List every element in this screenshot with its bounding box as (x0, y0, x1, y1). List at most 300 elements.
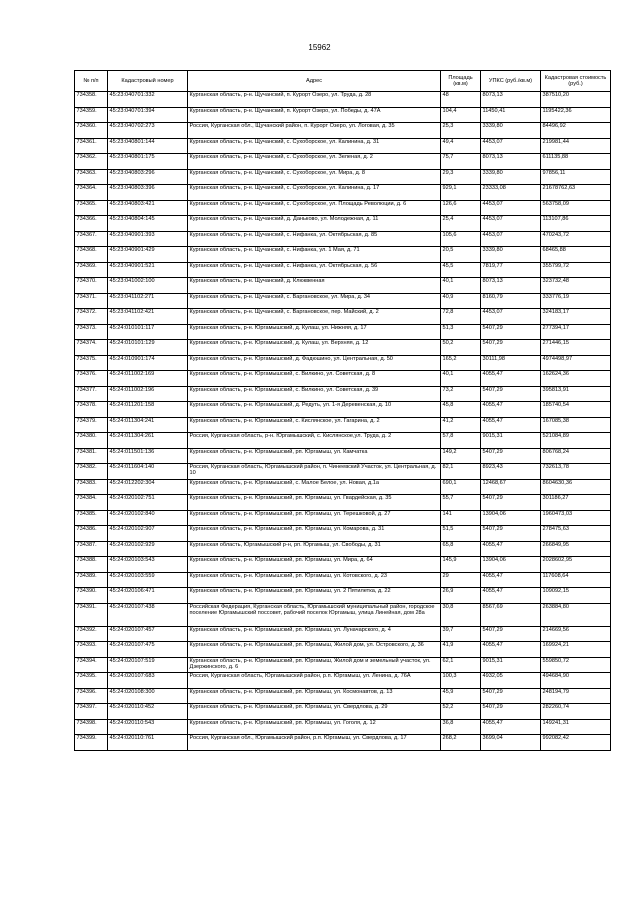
cell-cadastral-number: 45:24:020107:475 (108, 642, 188, 658)
cell-area: 41,9 (441, 642, 481, 658)
cell-address: Россия, Курганская область, Юргамышский район, п. Чинеевский Участок, ул. Центральная, д. 10 (188, 464, 441, 480)
cell-num: 734376. (75, 371, 108, 387)
cell-address: Курганская область, р-н. Щучанский, с. Сухоборское, ул. Зеленая, д. 2 (188, 154, 441, 170)
cell-upks: 4453,07 (481, 309, 541, 325)
cell-area: 50,2 (441, 340, 481, 356)
cell-cadastral-cost: 1195422,36 (541, 107, 611, 123)
cell-cadastral-number: 45:24:020107:438 (108, 603, 188, 626)
cell-upks: 12468,67 (481, 479, 541, 495)
cell-address: Курганская область, р-н. Юргамышский, рп. Юргамыш, Жилой дом, ул. Островского, д. 36 (188, 642, 441, 658)
table-row (75, 107, 611, 123)
cell-cadastral-cost: 248194,79 (541, 688, 611, 704)
cell-cadastral-number: 45:24:010101:129 (108, 340, 188, 356)
cell-address: Курганская область, р-н. Юргамышский, рп. Юргамыш, Жилой дом и земельный участок, ул. Дзержинского, д. 6 (188, 657, 441, 673)
cell-upks: 4932,05 (481, 673, 541, 689)
cell-upks: 4055,47 (481, 417, 541, 433)
cell-area: 145,9 (441, 557, 481, 573)
cell-address: Курганская область, р-н. Юргамышский, рп. Юргамыш, ул. Луначарского, д. 4 (188, 626, 441, 642)
cell-area: 51,3 (441, 324, 481, 340)
cell-address: Курганская область, р-н. Юргамышский, д. Редуть, ул. 1-я Деревенская, д. 10 (188, 402, 441, 418)
table-row (75, 557, 611, 573)
cell-upks: 4055,47 (481, 588, 541, 604)
cell-cadastral-number: 45:23:041102:421 (108, 309, 188, 325)
table-row (75, 371, 611, 387)
cell-cadastral-cost: 278475,63 (541, 526, 611, 542)
table-row (75, 572, 611, 588)
table-row (75, 402, 611, 418)
table-row (75, 355, 611, 371)
cell-num: 734398. (75, 719, 108, 735)
cell-cadastral-number: 45:24:020107:683 (108, 673, 188, 689)
cell-area: 100,3 (441, 673, 481, 689)
cell-upks: 5407,29 (481, 704, 541, 720)
cell-num: 734394. (75, 657, 108, 673)
cell-upks: 4055,47 (481, 402, 541, 418)
table-row (75, 324, 611, 340)
cell-address: Россия, Курганская область, р-н. Юргамышский, с. Кислянское,ул. Труда, д. 2 (188, 433, 441, 449)
cell-area: 51,5 (441, 526, 481, 542)
table-row (75, 603, 611, 626)
cell-cadastral-number: 45:23:040803:421 (108, 200, 188, 216)
cell-num: 734369. (75, 262, 108, 278)
table-row (75, 495, 611, 511)
header-address: Адрес (188, 71, 441, 92)
cell-cadastral-cost: 387510,20 (541, 92, 611, 108)
cell-upks: 4453,07 (481, 138, 541, 154)
cell-cadastral-cost: 494684,90 (541, 673, 611, 689)
cell-num: 734382. (75, 464, 108, 480)
table-row (75, 417, 611, 433)
cell-num: 734368. (75, 247, 108, 263)
cell-cadastral-number: 45:24:020110:543 (108, 719, 188, 735)
cell-cadastral-cost: 732613,78 (541, 464, 611, 480)
cell-num: 734386. (75, 526, 108, 542)
cell-cadastral-number: 45:24:020110:761 (108, 735, 188, 751)
cell-area: 141 (441, 510, 481, 526)
cell-upks: 5407,29 (481, 626, 541, 642)
cell-num: 734380. (75, 433, 108, 449)
cell-address: Курганская область, р-н. Щучанский, с. Нифанка, ул. Октябрьская, д. 85 (188, 231, 441, 247)
cell-area: 39,7 (441, 626, 481, 642)
cell-area: 30,8 (441, 603, 481, 626)
table-row (75, 293, 611, 309)
cell-area: 75,7 (441, 154, 481, 170)
cell-cadastral-number: 45:24:010101:117 (108, 324, 188, 340)
cell-area: 149,2 (441, 448, 481, 464)
cell-area: 40,1 (441, 278, 481, 294)
cell-area: 49,4 (441, 138, 481, 154)
cell-num: 734377. (75, 386, 108, 402)
table-row (75, 479, 611, 495)
table-row (75, 464, 611, 480)
cell-area: 72,8 (441, 309, 481, 325)
cell-area: 25,4 (441, 216, 481, 232)
cell-cadastral-cost: 4974498,97 (541, 355, 611, 371)
cell-cadastral-cost: 117608,64 (541, 572, 611, 588)
cell-cadastral-number: 45:23:040701:332 (108, 92, 188, 108)
cell-address: Россия, Курганская область, Юргамышский район, р.п. Юргамыш, ул. Ленина, д. 76А (188, 673, 441, 689)
cell-cadastral-cost: 266849,95 (541, 541, 611, 557)
cell-area: 73,2 (441, 386, 481, 402)
cell-cadastral-number: 45:24:011201:158 (108, 402, 188, 418)
cell-cadastral-cost: 323732,48 (541, 278, 611, 294)
cell-cadastral-cost: 97856,11 (541, 169, 611, 185)
cell-cadastral-number: 45:24:012202:304 (108, 479, 188, 495)
cell-address: Курганская область, р-н. Юргамышский, рп. Юргамыш, ул. Комарова, д. 31 (188, 526, 441, 542)
header-upks: УПКС (руб./кв.м) (481, 71, 541, 92)
cadastral-registry-table (74, 70, 611, 751)
table-row (75, 92, 611, 108)
cell-num: 734379. (75, 417, 108, 433)
cell-cadastral-cost: 162624,36 (541, 371, 611, 387)
cell-address: Курганская область, р-н. Юргамышский, с. Малое Белое, ул. Новая, д.1а (188, 479, 441, 495)
cell-cadastral-cost: 113107,86 (541, 216, 611, 232)
cell-address: Курганская область, р-н. Юргамышский, рп. Юргамыш, ул. Мира, д. 64 (188, 557, 441, 573)
cell-address: Курганская область, р-н. Щучанский, с. Нифанка, ул. 1 Мая, д. 71 (188, 247, 441, 263)
cell-area: 55,7 (441, 495, 481, 511)
table-row (75, 309, 611, 325)
cell-address: Курганская область, р-н. Юргамышский, д. Кулаш, ул. Нижняя, д. 17 (188, 324, 441, 340)
cell-num: 734399. (75, 735, 108, 751)
cell-num: 734359. (75, 107, 108, 123)
cell-upks: 4055,47 (481, 642, 541, 658)
cell-area: 40,9 (441, 293, 481, 309)
cell-cadastral-number: 45:24:020106:471 (108, 588, 188, 604)
cell-area: 52,2 (441, 704, 481, 720)
cell-address: Курганская область, р-н. Щучанский, с. Сухоборское, ул. Мира, д. 8 (188, 169, 441, 185)
table-row (75, 510, 611, 526)
cell-upks: 5407,29 (481, 324, 541, 340)
cell-cadastral-number: 45:23:040803:396 (108, 185, 188, 201)
cell-area: 65,8 (441, 541, 481, 557)
cell-upks: 3339,80 (481, 169, 541, 185)
cell-num: 734389. (75, 572, 108, 588)
cell-cadastral-number: 45:24:020102:751 (108, 495, 188, 511)
cell-address: Курганская область, р-н. Юргамышский, рп. Юргамыш, ул. Гоголя, д. 12 (188, 719, 441, 735)
cell-area: 690,1 (441, 479, 481, 495)
cell-upks: 3699,04 (481, 735, 541, 751)
cell-cadastral-cost: 470243,72 (541, 231, 611, 247)
page-number: 15962 (308, 43, 331, 52)
cell-address: Курганская область, р-н. Юргамышский, рп. Юргамыш, ул. Гвардейская, д. 35 (188, 495, 441, 511)
table-header-row (75, 71, 611, 92)
cell-upks: 8073,13 (481, 278, 541, 294)
cell-num: 734383. (75, 479, 108, 495)
cell-upks: 3339,80 (481, 247, 541, 263)
cell-num: 734397. (75, 704, 108, 720)
cell-cadastral-number: 45:24:020102:929 (108, 541, 188, 557)
cell-cadastral-cost: 806768,24 (541, 448, 611, 464)
cell-cadastral-number: 45:24:020108:300 (108, 688, 188, 704)
cell-cadastral-number: 45:23:040901:393 (108, 231, 188, 247)
cell-cadastral-number: 45:24:020107:457 (108, 626, 188, 642)
header-cadastral-cost: Кадастровая стоимость (руб.) (541, 71, 611, 92)
cell-area: 25,3 (441, 123, 481, 139)
cell-area: 48 (441, 92, 481, 108)
cell-cadastral-cost: 109092,15 (541, 588, 611, 604)
table-row (75, 200, 611, 216)
cell-area: 40,1 (441, 371, 481, 387)
cell-area: 57,8 (441, 433, 481, 449)
cell-area: 29,3 (441, 169, 481, 185)
cell-cadastral-cost: 169924,21 (541, 642, 611, 658)
cell-cadastral-cost: 214669,56 (541, 626, 611, 642)
cell-cadastral-cost: 282260,74 (541, 704, 611, 720)
cell-area: 929,1 (441, 185, 481, 201)
table-row (75, 657, 611, 673)
table-row (75, 278, 611, 294)
cell-num: 734378. (75, 402, 108, 418)
cell-cadastral-cost: 355799,72 (541, 262, 611, 278)
cell-cadastral-cost: 992082,42 (541, 735, 611, 751)
cell-upks: 5407,29 (481, 495, 541, 511)
cell-cadastral-cost: 84496,92 (541, 123, 611, 139)
cell-upks: 4453,07 (481, 200, 541, 216)
cell-area: 165,2 (441, 355, 481, 371)
cell-upks: 5407,29 (481, 526, 541, 542)
cell-cadastral-cost: 277394,17 (541, 324, 611, 340)
cell-address: Курганская область, р-н. Юргамышский, д. Фадюшино, ул. Центральная, д. 50 (188, 355, 441, 371)
cell-cadastral-number: 45:23:041002:100 (108, 278, 188, 294)
cell-address: Курганская область, р-н. Щучанский, с. Сухоборское, ул. Площадь Революции, д. 6 (188, 200, 441, 216)
cell-cadastral-number: 45:24:011501:136 (108, 448, 188, 464)
cell-cadastral-cost: 301186,27 (541, 495, 611, 511)
cell-address: Курганская область, р-н. Щучанский, д. Клюквенная (188, 278, 441, 294)
table-body (75, 92, 611, 751)
table-row (75, 123, 611, 139)
table-row (75, 735, 611, 751)
table-row (75, 185, 611, 201)
cell-address: Курганская область, р-н. Юргамышский, д. Кулаш, ул. Верхняя, д. 12 (188, 340, 441, 356)
table-row (75, 704, 611, 720)
cell-upks: 4055,47 (481, 572, 541, 588)
cell-upks: 23333,08 (481, 185, 541, 201)
cell-address: Россия, Курганская обл., Щучанский район, п. Курорт Озеро, ул. Логовая, д. 35 (188, 123, 441, 139)
cell-cadastral-cost: 2028602,95 (541, 557, 611, 573)
cell-address: Курганская область, р-н. Щучанский, с. Варгановское, пер. Майский, д. 2 (188, 309, 441, 325)
cell-cadastral-cost: 167085,38 (541, 417, 611, 433)
table-row (75, 386, 611, 402)
cell-address: Курганская область, р-н. Юргамышский, с. Вилкино, ул. Советская, д. 8 (188, 371, 441, 387)
cell-cadastral-number: 45:23:040702:273 (108, 123, 188, 139)
cell-area: 36,8 (441, 719, 481, 735)
cell-area: 45,5 (441, 262, 481, 278)
cell-num: 734372. (75, 309, 108, 325)
cell-num: 734363. (75, 169, 108, 185)
cell-cadastral-cost: 185740,54 (541, 402, 611, 418)
cell-upks: 8567,69 (481, 603, 541, 626)
cell-num: 734362. (75, 154, 108, 170)
cell-area: 41,2 (441, 417, 481, 433)
cell-num: 734367. (75, 231, 108, 247)
cell-num: 734384. (75, 495, 108, 511)
table-row (75, 247, 611, 263)
table-row (75, 216, 611, 232)
cell-upks: 4055,47 (481, 541, 541, 557)
cell-address: Россия, Курганская обл., Юргамышский район, р.п. Юргамыш, ул. Свердлова, д. 17 (188, 735, 441, 751)
cell-num: 734375. (75, 355, 108, 371)
table-row (75, 526, 611, 542)
cell-cadastral-cost: 1960473,03 (541, 510, 611, 526)
cell-cadastral-cost: 559850,72 (541, 657, 611, 673)
cell-area: 45,8 (441, 402, 481, 418)
cell-num: 734381. (75, 448, 108, 464)
cell-cadastral-number: 45:24:011304:261 (108, 433, 188, 449)
cell-cadastral-cost: 395813,91 (541, 386, 611, 402)
cell-cadastral-number: 45:23:040801:144 (108, 138, 188, 154)
cell-area: 45,9 (441, 688, 481, 704)
cell-cadastral-number: 45:24:010901:174 (108, 355, 188, 371)
cell-address: Курганская область, р-н. Щучанский, д. Даньково, ул. Молодежная, д. 11 (188, 216, 441, 232)
table-row (75, 231, 611, 247)
cell-cadastral-cost: 68465,88 (541, 247, 611, 263)
table-row (75, 541, 611, 557)
cell-num: 734361. (75, 138, 108, 154)
cell-cadastral-cost: 263884,80 (541, 603, 611, 626)
cell-upks: 3339,80 (481, 123, 541, 139)
cell-upks: 13904,06 (481, 510, 541, 526)
header-cadastral-number: Кадастровый номер (108, 71, 188, 92)
cell-cadastral-number: 45:23:040801:175 (108, 154, 188, 170)
cell-cadastral-number: 45:24:020102:840 (108, 510, 188, 526)
cell-upks: 30111,98 (481, 355, 541, 371)
cell-cadastral-number: 45:24:011002:196 (108, 386, 188, 402)
cell-num: 734365. (75, 200, 108, 216)
cell-address: Курганская область, р-н. Юргамышский, рп. Юргамыш, ул. Котовского, д. 23 (188, 572, 441, 588)
cell-cadastral-number: 45:23:041102:271 (108, 293, 188, 309)
cell-upks: 4453,07 (481, 231, 541, 247)
table-row (75, 448, 611, 464)
table-row (75, 340, 611, 356)
header-area: Площадь (кв.м) (441, 71, 481, 92)
cell-area: 105,6 (441, 231, 481, 247)
table-row (75, 719, 611, 735)
table-row (75, 642, 611, 658)
cell-address: Курганская область, р-н. Юргамышский, рп. Юргамыш, ул. 2 Пятилетка, д. 22 (188, 588, 441, 604)
cell-num: 734395. (75, 673, 108, 689)
cell-address: Российская Федерация, Курганская область, Юргамышский муниципальный район, городское поселение Юргамышский поссовет, рабочий поселок Юргамыш, улица Линейная, дом 28а (188, 603, 441, 626)
cell-area: 268,2 (441, 735, 481, 751)
cell-num: 734392. (75, 626, 108, 642)
cell-num: 734366. (75, 216, 108, 232)
cell-upks: 4055,47 (481, 371, 541, 387)
cell-cadastral-number: 45:24:011002:169 (108, 371, 188, 387)
cell-cadastral-number: 45:24:020103:559 (108, 572, 188, 588)
cell-address: Курганская область, р-н. Юргамышский, с. Кислянское, ул. Гагарина, д. 2 (188, 417, 441, 433)
cell-area: 26,9 (441, 588, 481, 604)
cell-upks: 8160,79 (481, 293, 541, 309)
cell-upks: 11450,41 (481, 107, 541, 123)
cell-address: Курганская область, р-н. Щучанский, п. Курорт Озеро, ул. Победы, д. 47А (188, 107, 441, 123)
cell-cadastral-cost: 611135,88 (541, 154, 611, 170)
cell-cadastral-number: 45:24:020110:452 (108, 704, 188, 720)
cell-address: Курганская область, р-н. Щучанский, с. Сухоборское, ул. Калинина, д. 17 (188, 185, 441, 201)
table-row (75, 138, 611, 154)
cell-address: Курганская область, р-н. Юргамышский, рп. Юргамыш, ул. Свердлова, д. 29 (188, 704, 441, 720)
cell-cadastral-number: 45:23:040804:145 (108, 216, 188, 232)
cell-upks: 5407,29 (481, 688, 541, 704)
cell-address: Курганская область, р-н. Юргамышский, с. Вилкино, ул. Советская, д. 39 (188, 386, 441, 402)
table-row (75, 262, 611, 278)
cell-cadastral-number: 45:23:040803:296 (108, 169, 188, 185)
cell-cadastral-number: 45:23:040901:521 (108, 262, 188, 278)
cell-area: 20,5 (441, 247, 481, 263)
cell-num: 734391. (75, 603, 108, 626)
cell-area: 62,1 (441, 657, 481, 673)
cell-cadastral-number: 45:24:020107:519 (108, 657, 188, 673)
cell-address: Курганская область, р-н. Щучанский, п. Курорт Озеро, ул. Труда, д. 28 (188, 92, 441, 108)
cell-cadastral-cost: 8604630,36 (541, 479, 611, 495)
cell-cadastral-number: 45:24:020102:907 (108, 526, 188, 542)
table-row (75, 626, 611, 642)
cell-address: Курганская область, р-н. Щучанский, с. Нифанка, ул. Октябрьская, д. 56 (188, 262, 441, 278)
cell-address: Курганская область, р-н. Щучанский, с. Варгановское, ул. Мира, д. 34 (188, 293, 441, 309)
cell-upks: 4055,47 (481, 719, 541, 735)
cell-area: 126,6 (441, 200, 481, 216)
cell-num: 734364. (75, 185, 108, 201)
cell-num: 734360. (75, 123, 108, 139)
table-row (75, 673, 611, 689)
cell-upks: 8073,13 (481, 92, 541, 108)
cell-cadastral-number: 45:24:011604:140 (108, 464, 188, 480)
table-row (75, 688, 611, 704)
cell-cadastral-cost: 21678762,63 (541, 185, 611, 201)
cell-area: 82,1 (441, 464, 481, 480)
cell-cadastral-cost: 219981,44 (541, 138, 611, 154)
cell-address: Курганская область, р-н. Юргамышский, рп. Юргамыш, ул. Терешковой, д. 27 (188, 510, 441, 526)
table-row (75, 588, 611, 604)
header-num: № п/п (75, 71, 108, 92)
cell-upks: 5407,29 (481, 340, 541, 356)
cell-num: 734358. (75, 92, 108, 108)
cell-upks: 8923,43 (481, 464, 541, 480)
cell-cadastral-cost: 521084,89 (541, 433, 611, 449)
cell-upks: 9015,31 (481, 433, 541, 449)
cell-area: 104,4 (441, 107, 481, 123)
cell-cadastral-number: 45:24:011304:241 (108, 417, 188, 433)
cell-upks: 7819,77 (481, 262, 541, 278)
cell-address: Курганская область, Юргамышский р-н, рп. Юргамыш, ул. Свободы, д. 31 (188, 541, 441, 557)
cell-cadastral-cost: 563758,09 (541, 200, 611, 216)
cell-num: 734387. (75, 541, 108, 557)
cell-upks: 5407,29 (481, 386, 541, 402)
cell-num: 734396. (75, 688, 108, 704)
cell-cadastral-cost: 149241,31 (541, 719, 611, 735)
cell-cadastral-number: 45:23:040701:394 (108, 107, 188, 123)
cell-address: Курганская область, р-н. Юргамышский, рп. Юргамыш, ул. Космонавтов, д. 13 (188, 688, 441, 704)
cell-cadastral-number: 45:24:020103:543 (108, 557, 188, 573)
cell-address: Курганская область, р-н. Юргамышский, рп. Юргамыш, ул. Камчатка (188, 448, 441, 464)
cell-num: 734390. (75, 588, 108, 604)
cell-num: 734370. (75, 278, 108, 294)
cell-upks: 4453,07 (481, 216, 541, 232)
table-row (75, 433, 611, 449)
cell-num: 734374. (75, 340, 108, 356)
cell-cadastral-number: 45:23:040901:429 (108, 247, 188, 263)
cell-upks: 9015,31 (481, 657, 541, 673)
table-row (75, 154, 611, 170)
cell-num: 734393. (75, 642, 108, 658)
cell-cadastral-cost: 333776,19 (541, 293, 611, 309)
cell-address: Курганская область, р-н. Щучанский, с. Сухоборское, ул. Калинина, д. 31 (188, 138, 441, 154)
cell-num: 734385. (75, 510, 108, 526)
cell-upks: 8073,13 (481, 154, 541, 170)
cell-cadastral-cost: 271446,15 (541, 340, 611, 356)
cell-cadastral-cost: 324183,17 (541, 309, 611, 325)
cell-upks: 13904,06 (481, 557, 541, 573)
table-row (75, 169, 611, 185)
cell-upks: 5407,29 (481, 448, 541, 464)
